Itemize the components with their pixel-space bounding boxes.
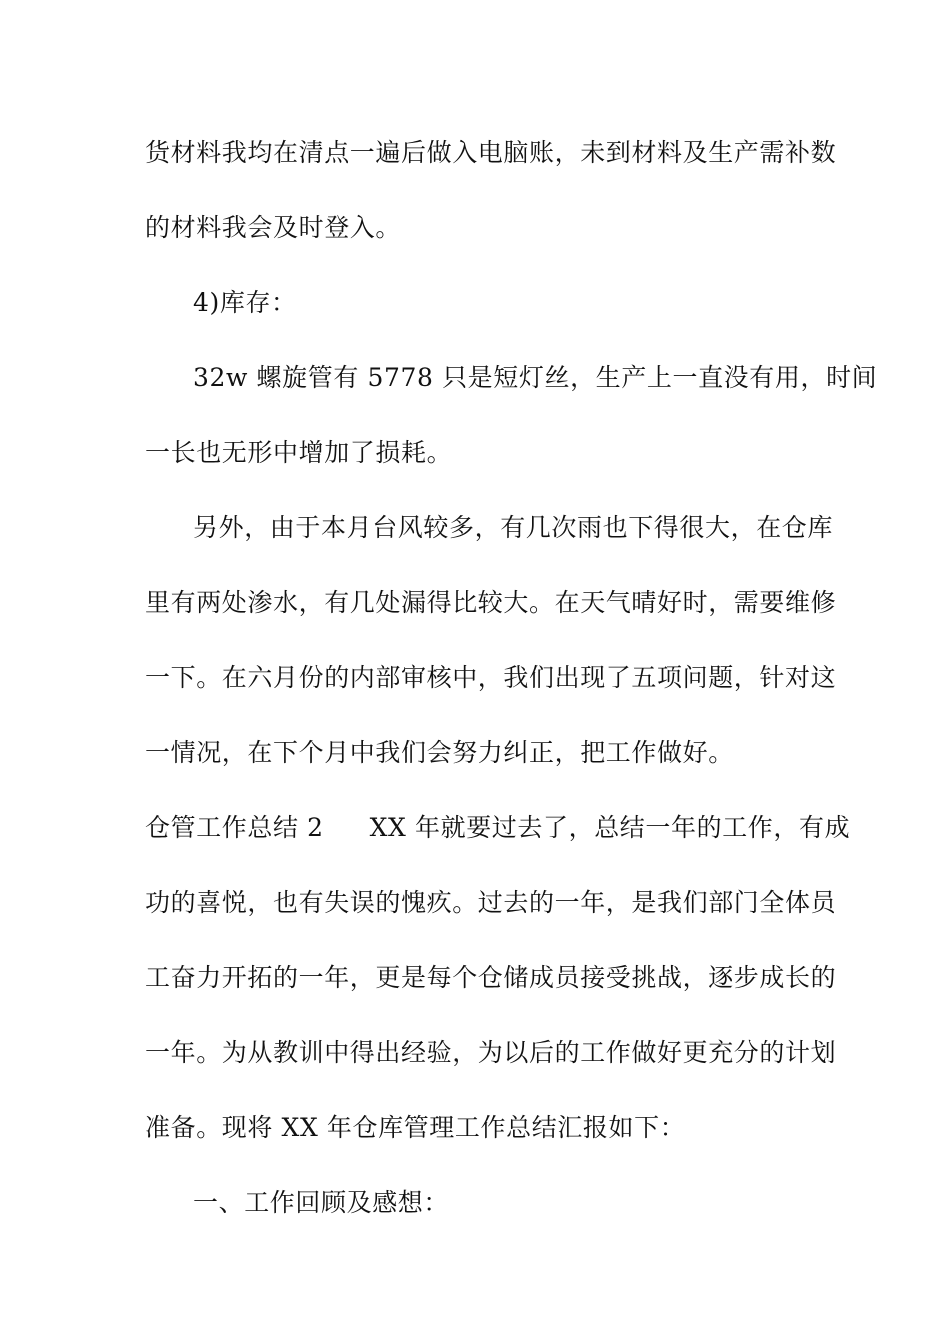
paragraph-line: 准备。现将 XX 年仓库管理工作总结汇报如下： [145,1113,686,1142]
section-heading-inventory: 4)库存： [193,288,297,317]
paragraph-line: 的材料我会及时登入。 [145,213,402,242]
paragraph-line: 另外，由于本月台风较多，有几次雨也下得很大，在仓库 [193,513,834,542]
paragraph-line: 里有两处渗水，有几处漏得比较大。在天气晴好时，需要维修 [145,588,837,617]
paragraph-line: 货材料我均在清点一遍后做入电脑账，未到材料及生产需补数 [145,138,837,167]
paragraph-line: 32w 螺旋管有 5778 只是短灯丝，生产上一直没有用，时间 [193,363,878,392]
section-heading-review: 一、工作回顾及感想： [193,1188,450,1217]
paragraph-line: 一下。在六月份的内部审核中，我们出现了五项问题，针对这 [145,663,837,692]
paragraph-line: 功的喜悦，也有失误的愧疚。过去的一年，是我们部门全体员 [145,888,837,917]
paragraph-line-with-title [145,811,851,845]
paragraph-text: XX 年就要过去了，总结一年的工作，有成 [369,813,851,842]
paragraph-line: 一情况，在下个月中我们会努力纠正，把工作做好。 [145,738,734,767]
paragraph-line: 一年。为从教训中得出经验，为以后的工作做好更充分的计划 [145,1038,837,1067]
document-title: 仓管工作总结 2 [145,813,324,842]
paragraph-line: 一长也无形中增加了损耗。 [145,438,453,467]
paragraph-line: 工奋力开拓的一年，更是每个仓储成员接受挑战，逐步成长的 [145,963,837,992]
